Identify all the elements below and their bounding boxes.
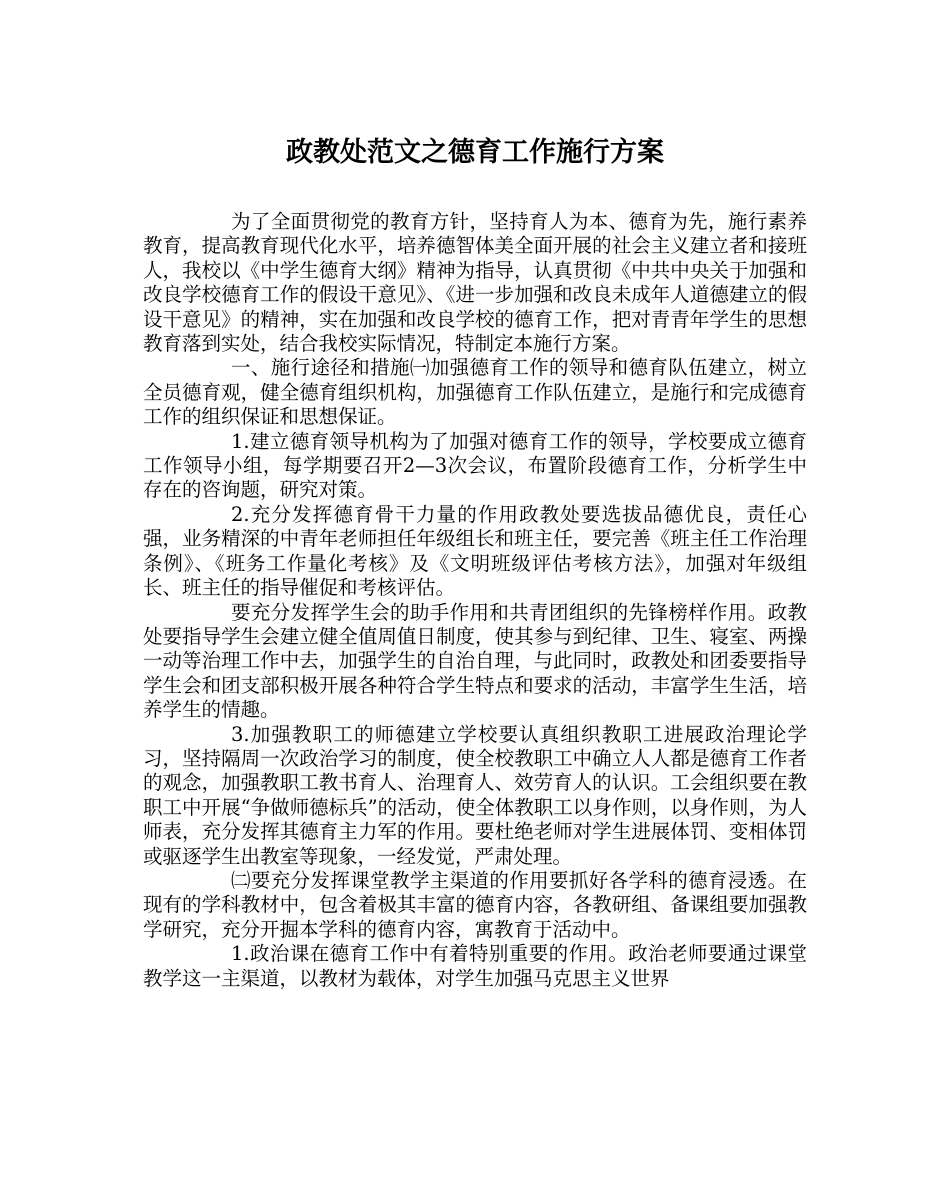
paragraph-politics-class: 1.政治课在德育工作中有着特别重要的作用。政治老师要通过课堂教学这一主渠道，以教材为载体，对学生加强马克思主义世界 [143,942,807,990]
paragraph-section-2: ㈡要充分发挥课堂教学主渠道的作用要抓好各学科的德育浸透。在现有的学科教材中，包含着极其丰富的德育内容，各教研组、备课组要加强教学研究，充分开掘本学科的德育内容，寓教育于活动中。 [143,868,807,941]
paragraph-item-2: 2.充分发挥德育骨干力量的作用政教处要选拔品德优良，责任心强，业务精深的中青年老师担任年级组长和班主任，要完善《班主任工作治理条例》、《班务工作量化考核》及《文明班级评估考核方法》，加强对年级组长、班主任的指导催促和考核评估。 [143,502,807,600]
paragraph-section-1: 一、施行途径和措施㈠加强德育工作的领导和德育队伍建立，树立全员德育观，健全德育组织机构，加强德育工作队伍建立，是施行和完成德育工作的组织保证和思想保证。 [143,356,807,429]
paragraph-item-3: 3.加强教职工的师德建立学校要认真组织教职工进展政治理论学习，坚持隔周一次政治学习的制度，使全校教职工中确立人人都是德育工作者的观念，加强教职工教书育人、治理育人、效劳育人的认识。工会组织要在教职工中开展“争做师德标兵”的活动，使全体教职工以身作则，以身作则，为人师表，充分发挥其德育主力军的作用。要杜绝老师对学生进展体罚、变相体罚或驱逐学生出教室等现象，一经发觉，严肃处理。 [143,722,807,868]
paragraph-intro: 为了全面贯彻党的教育方针，坚持育人为本、德育为先，施行素养教育，提高教育现代化水平，培养德智体美全面开展的社会主义建立者和接班人，我校以《中学生德育大纲》精神为指导，认真贯彻《中共中央关于加强和改良学校德育工作的假设干意见》、《进一步加强和改良未成年人道德建立的假设干意见》的精神，实在加强和改良学校的德育工作，把对青青年学生的思想教育落到实处，结合我校实际情况，特制定本施行方案。 [143,210,807,356]
paragraph-item-1: 1.建立德育领导机构为了加强对德育工作的领导，学校要成立德育工作领导小组，每学期要召开2—3次会议，布置阶段德育工作，分析学生中存在的咨询题，研究对策。 [143,429,807,502]
paragraph-student-union: 要充分发挥学生会的助手作用和共青团组织的先锋榜样作用。政教处要指导学生会建立健全值周值日制度，使其参与到纪律、卫生、寝室、两操一动等治理工作中去，加强学生的自治自理，与此同时，政教处和团委要指导学生会和团支部积极开展各种符合学生特点和要求的活动，丰富学生生活，培养学生的情趣。 [143,600,807,722]
document-body [143,210,807,991]
document-title: 政教处范文之德育工作施行方案 [286,137,664,168]
